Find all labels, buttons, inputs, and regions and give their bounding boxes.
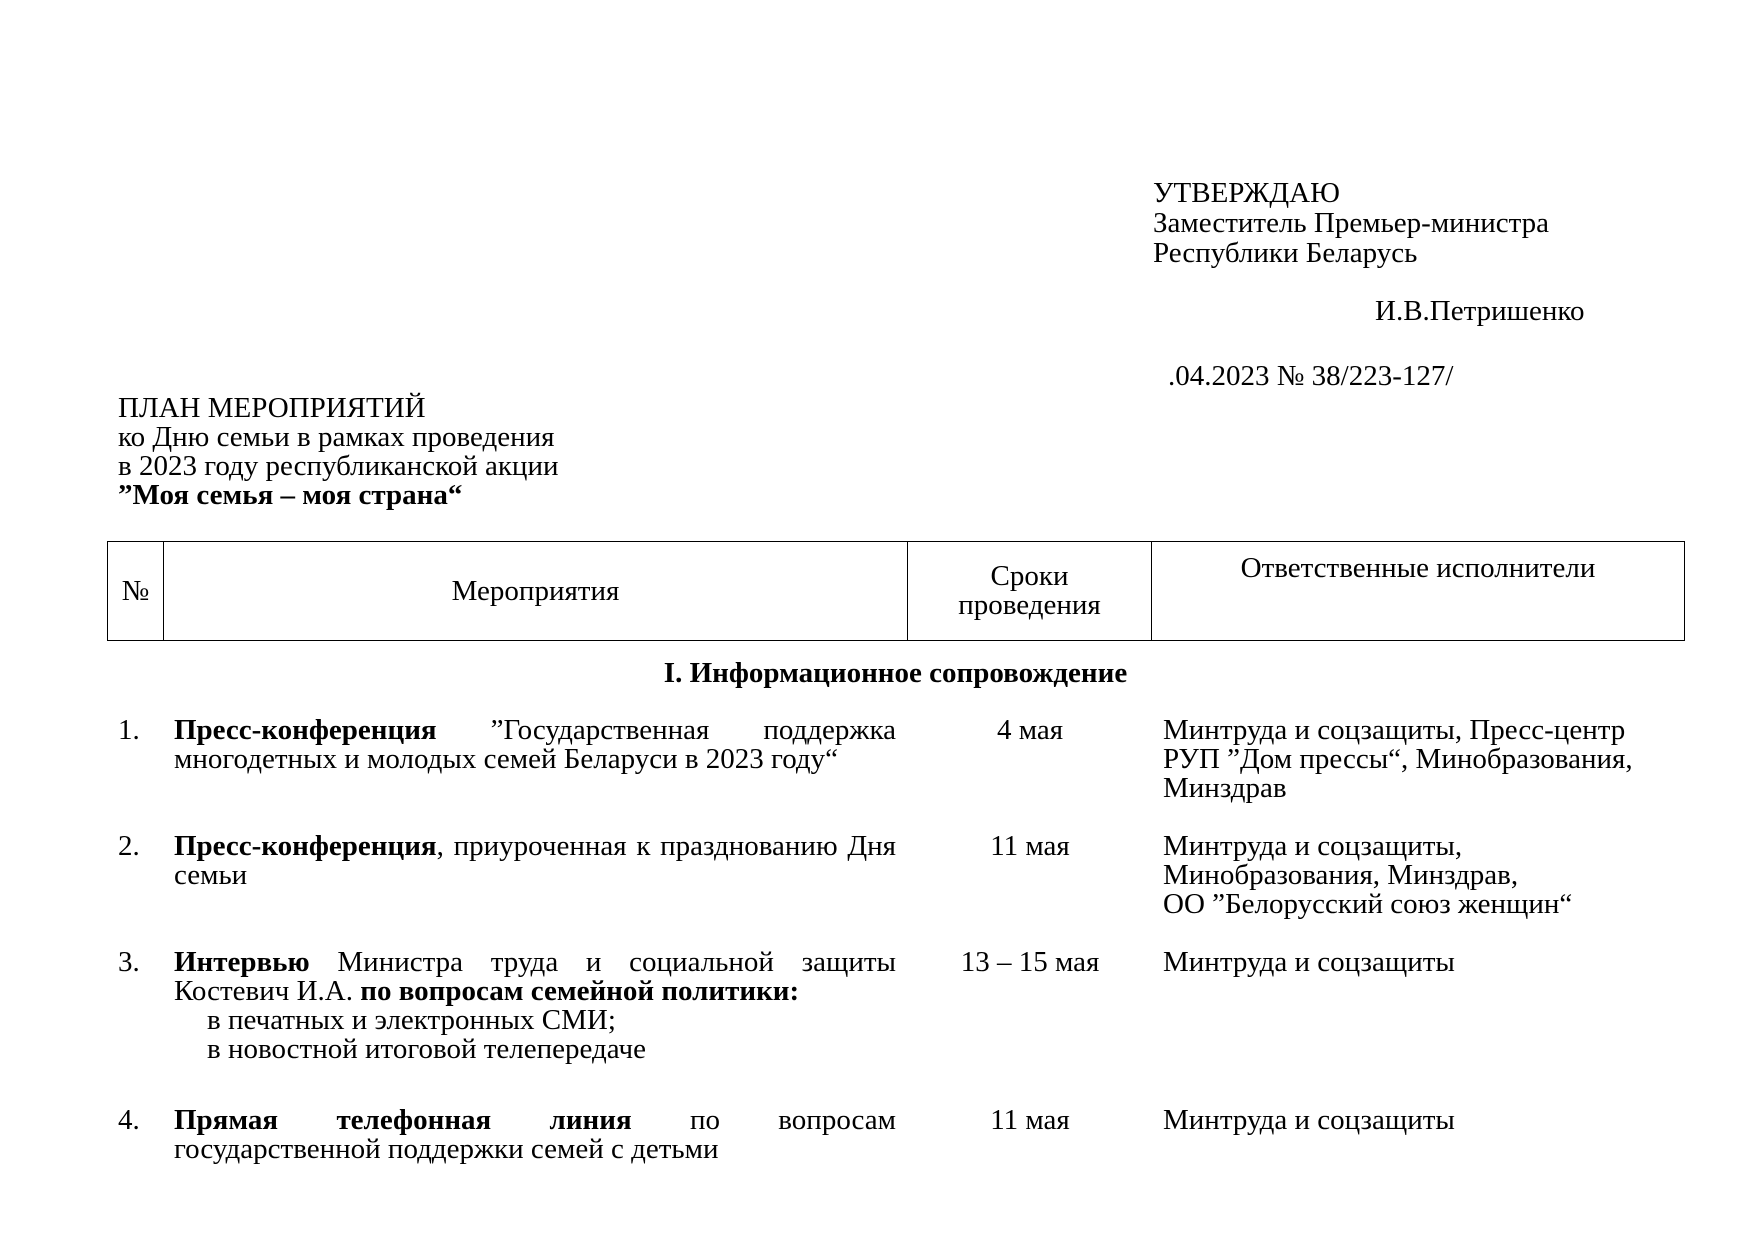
row-event-type: Пресс-конференция bbox=[174, 714, 437, 746]
header-dates-line-2: проведения bbox=[958, 589, 1101, 621]
approval-position: Заместитель Премьер-министра bbox=[1153, 207, 1550, 239]
header-number: № bbox=[108, 542, 164, 641]
responsible-line: РУП ”Дом прессы“, Минобразования, bbox=[1163, 743, 1633, 775]
responsible-line: Минтруда и соцзащиты bbox=[1163, 946, 1455, 978]
row-event bbox=[174, 948, 896, 1064]
plan-title bbox=[118, 394, 558, 510]
row-date: 11 мая bbox=[990, 830, 1070, 862]
plan-title-line-1: ПЛАН МЕРОПРИЯТИЙ bbox=[118, 392, 426, 424]
approval-block bbox=[1153, 177, 1585, 327]
approval-country: Республики Беларусь bbox=[1153, 237, 1418, 269]
plan-title-campaign: ”Моя семья – моя страна“ bbox=[118, 479, 463, 511]
row-event bbox=[174, 832, 896, 890]
header-responsible: Ответственные исполнители bbox=[1152, 542, 1685, 641]
plan-title-line-3: в 2023 году республиканской акции bbox=[118, 450, 559, 482]
responsible-line: ОО ”Белорусский союз женщин“ bbox=[1163, 888, 1573, 920]
row-number: 1. bbox=[118, 714, 140, 746]
row-responsible bbox=[1163, 1106, 1683, 1135]
section-title: I. Информационное сопровождение bbox=[663, 657, 1128, 689]
header-dates-line-1: Сроки bbox=[990, 560, 1069, 592]
row-event-text: , приуроченная к празднованию Дня семьи bbox=[174, 830, 896, 891]
row-date: 4 мая bbox=[996, 714, 1064, 746]
header-events: Мероприятия bbox=[164, 542, 908, 641]
responsible-line: Минобразования, Минздрав, bbox=[1163, 859, 1519, 891]
row-responsible bbox=[1163, 948, 1683, 977]
row-event-sub-item: в новостной итоговой телепередаче bbox=[207, 1033, 646, 1065]
row-responsible bbox=[1163, 832, 1683, 919]
row-event-text: ”Государственная поддержка многодетных и молодых семей Беларуси в 2023 году“ bbox=[174, 714, 896, 775]
responsible-line: Минтруда и соцзащиты, Пресс-центр bbox=[1163, 714, 1626, 746]
row-event bbox=[174, 1106, 896, 1164]
header-dates bbox=[908, 542, 1152, 641]
responsible-line: Минздрав bbox=[1163, 772, 1287, 804]
row-event-type: Пресс-конференция bbox=[174, 830, 437, 862]
row-event-text: по вопросам государственной поддержки семей с детьми bbox=[174, 1104, 896, 1165]
row-responsible bbox=[1163, 716, 1683, 803]
registration-number: .04.2023 № 38/223-127/ bbox=[1168, 360, 1454, 392]
responsible-line: Минтруда и соцзащиты, bbox=[1163, 830, 1463, 862]
approval-signer: И.В.Петришенко bbox=[1375, 295, 1585, 327]
table-header bbox=[107, 541, 1685, 641]
row-event-topic: по вопросам семейной политики: bbox=[360, 975, 800, 1007]
row-event-type: Прямая телефонная линия bbox=[174, 1104, 632, 1136]
row-number: 4. bbox=[118, 1104, 140, 1136]
row-event-text: Министра труда и социальной защиты Костевич И.А. bbox=[174, 946, 896, 1007]
row-event-sub-item: в печатных и электронных СМИ; bbox=[207, 1004, 616, 1036]
plan-title-line-2: ко Дню семьи в рамках проведения bbox=[118, 421, 555, 453]
responsible-line: Минтруда и соцзащиты bbox=[1163, 1104, 1455, 1136]
row-date: 11 мая bbox=[990, 1104, 1070, 1136]
row-date: 13 – 15 мая bbox=[960, 946, 1100, 978]
approval-heading: УТВЕРЖДАЮ bbox=[1153, 177, 1340, 209]
row-number: 3. bbox=[118, 946, 140, 978]
row-number: 2. bbox=[118, 830, 140, 862]
row-event-type: Интервью bbox=[174, 946, 310, 978]
row-event bbox=[174, 716, 896, 774]
